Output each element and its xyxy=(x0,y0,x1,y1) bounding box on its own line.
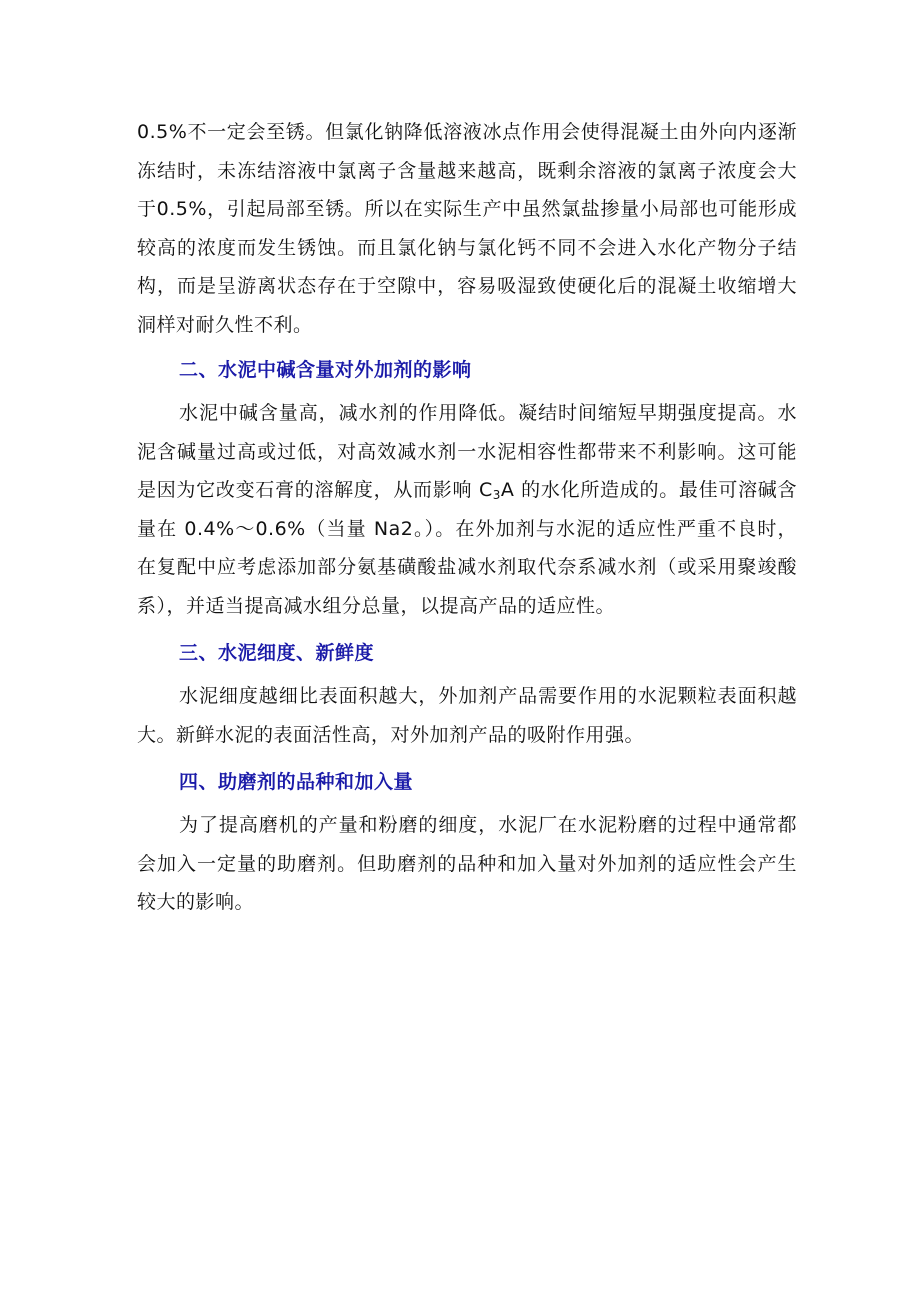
document-body xyxy=(137,113,797,922)
alkali-text-before-formula: 水泥中碱含量高，减水剂的作用降低。凝结时间缩短早期强度提高。水泥含碱量过高或过低，对高效减水剂一水泥相容性都带来不利影响。这可能是因为它改变石膏的溶解度，从而影响 xyxy=(137,402,797,501)
alkali-text-after-formula: 的水化所造成的。最佳可溶碱含量在 0.4%～0.6%（当量 Na2。）。在外加剂与水泥的适应性严重不良时，在复配中应考虑添加部分氨基磺酸盐减水剂取代奈系减水剂（或采用聚竣酸系），并适当提高减水组分总量，以提高产品的适应性。 xyxy=(137,479,798,617)
section-heading-grinding-aid: 四、助磨剂的品种和加入量 xyxy=(179,771,414,793)
formula-tail: A xyxy=(500,479,515,501)
paragraph-fineness: 水泥细度越细比表面积越大，外加剂产品需要作用的水泥颗粒表面积越大。新鲜水泥的表面活性高，对外加剂产品的吸附作用强。 xyxy=(137,685,797,746)
paragraph-chloride-corrosion: 0.5%不一定会至锈。但氯化钠降低溶液冰点作用会使得混凝土由外向内逐渐冻结时，未冻结溶液中氯离子含量越来越高，既剩余溶液的氯离子浓度会大于0.5%，引起局部至锈。所以在实际生产中虽然氯盐掺量小局部也可能形成较高的浓度而发生锈蚀。而且氯化钠与氯化钙不同不会进入水化产物分子结构，而是呈游离状态存在于空隙中，容易吸湿致使硬化后的混凝土收缩增大洞样对耐久性不利。 xyxy=(137,121,797,336)
section-heading-fineness: 三、水泥细度、新鲜度 xyxy=(179,642,375,664)
section-heading-alkali: 二、水泥中碱含量对外加剂的影响 xyxy=(179,359,472,381)
formula-main: C xyxy=(478,479,493,501)
formula-subscript: 3 xyxy=(492,488,501,502)
formula-c3a xyxy=(479,479,514,501)
paragraph-alkali-content xyxy=(137,394,797,625)
paragraph-grinding-aid: 为了提高磨机的产量和粉磨的细度，水泥厂在水泥粉磨的过程中通常都会加入一定量的助磨剂。但助磨剂的品种和加入量对外加剂的适应性会产生较大的影响。 xyxy=(137,814,797,913)
